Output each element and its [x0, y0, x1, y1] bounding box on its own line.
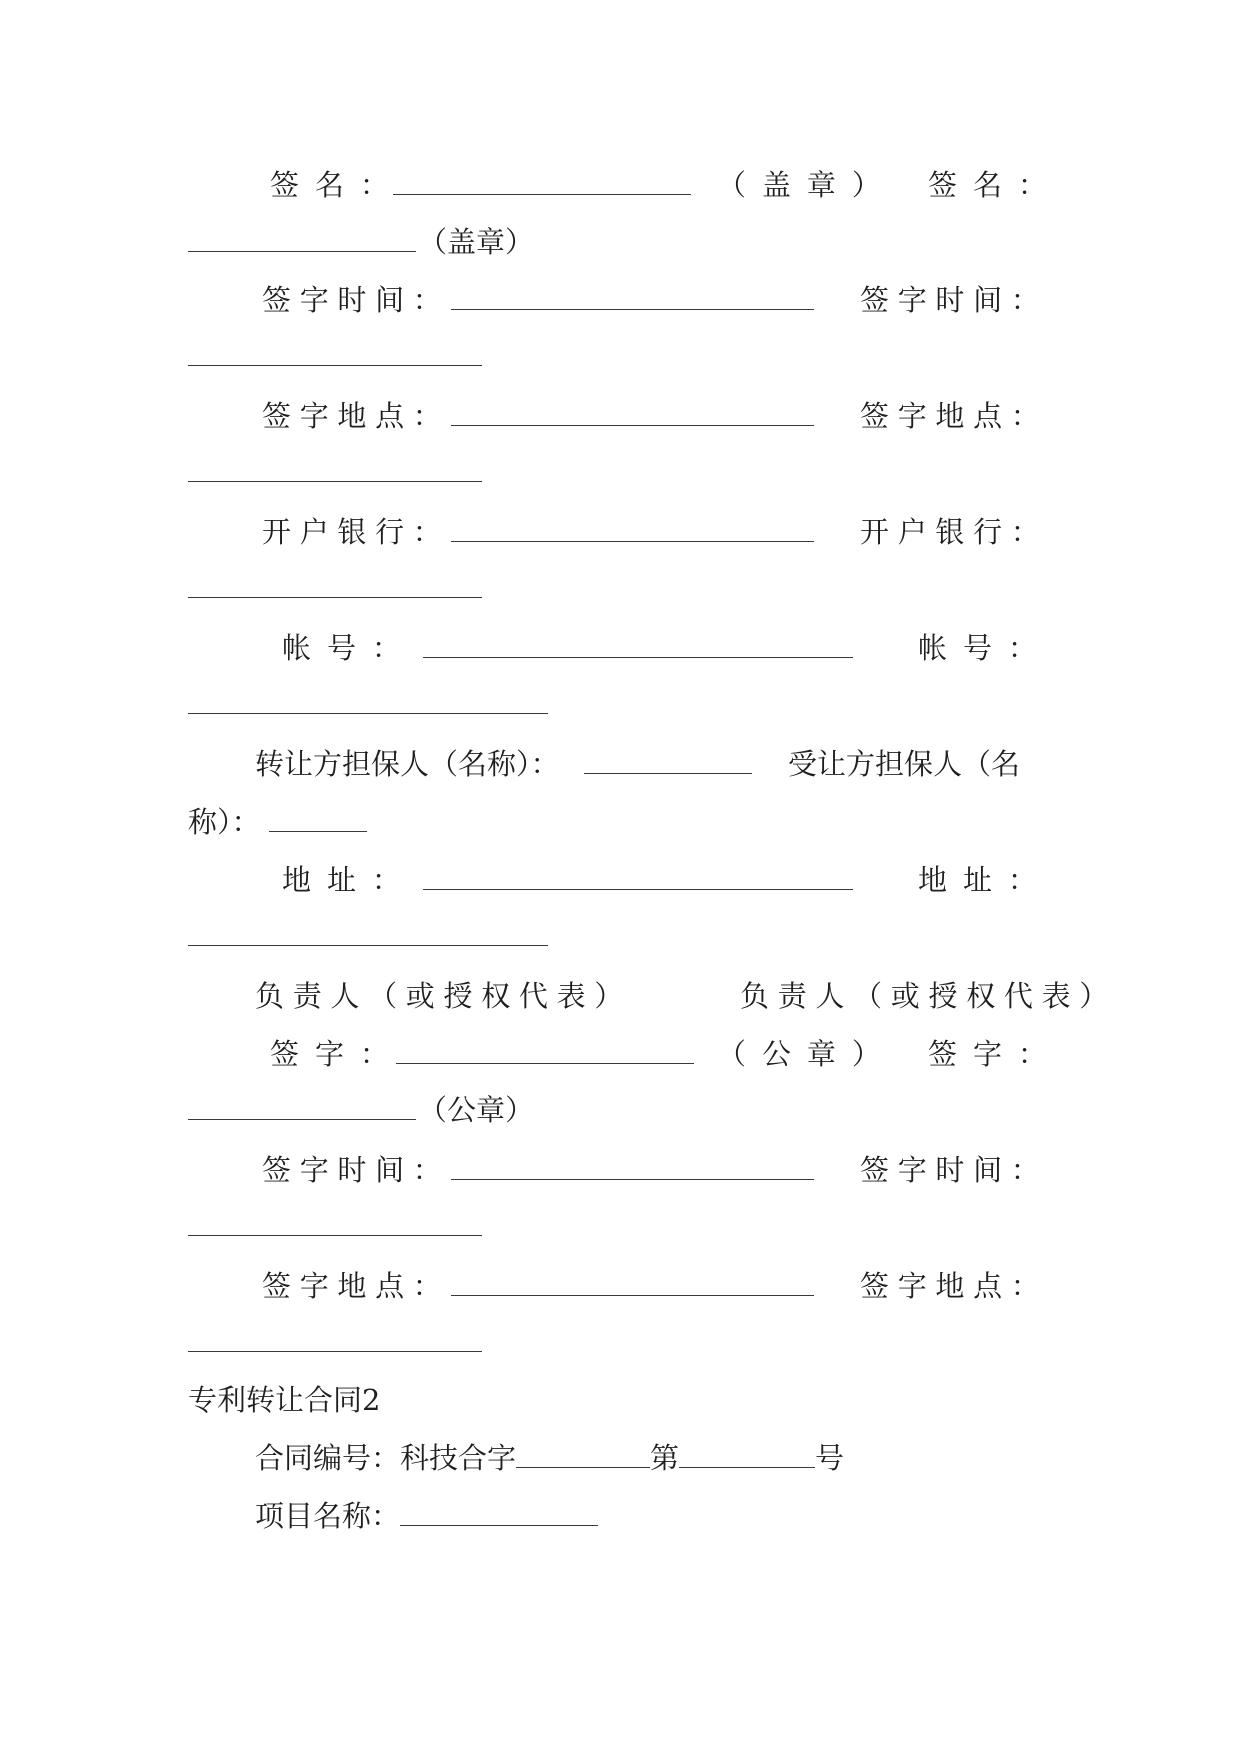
signature-label-a: 签名：: [270, 168, 405, 202]
official-seal-label-a: （公章）: [717, 1037, 897, 1071]
bank-label-b: 开户银行：: [860, 515, 1049, 549]
transfer-guarantor-field[interactable]: [584, 745, 752, 774]
signature2-label-a: 签字：: [270, 1037, 405, 1071]
responsible-label-a: 负责人（或授权代表）: [255, 979, 633, 1013]
sign-place-field-a[interactable]: [451, 397, 814, 426]
signature-label-b: 签名：: [928, 168, 1063, 202]
sign-time-label-b: 签字时间：: [860, 283, 1049, 317]
sign-time2-field-b[interactable]: [188, 1207, 482, 1236]
contract-number-mid: 第: [650, 1441, 680, 1475]
transfer-guarantor-label: 转让方担保人（名称）：: [255, 747, 560, 781]
sign-place2-field-b[interactable]: [188, 1323, 482, 1352]
sign-place-label-b: 签字地点：: [860, 399, 1049, 433]
contract-number-end: 号: [815, 1441, 845, 1475]
bank-label-a: 开户银行：: [262, 515, 451, 549]
sign-time-field-b[interactable]: [188, 337, 482, 366]
receive-guarantor-field[interactable]: [269, 803, 367, 832]
project-name-label: 项目名称：: [255, 1499, 401, 1533]
receive-guarantor-label-cont: 称）：: [188, 805, 261, 839]
seal-label-a: （盖章）: [717, 168, 897, 202]
sign-time2-field-a[interactable]: [451, 1151, 814, 1180]
address-label-b: 地址：: [918, 863, 1053, 897]
signature-field-a[interactable]: [393, 166, 691, 195]
sign-time2-label-a: 签字时间：: [262, 1153, 451, 1187]
address-field-a[interactable]: [423, 861, 853, 890]
seal-label-b: （盖章）: [418, 225, 535, 259]
signature2-label-b: 签字：: [928, 1037, 1063, 1071]
official-seal-label-b: （公章）: [418, 1093, 535, 1127]
sign-time-label-a: 签字时间：: [262, 283, 451, 317]
contract-number-field-1[interactable]: [516, 1439, 650, 1468]
bank-field-b[interactable]: [188, 569, 482, 598]
address-label-a: 地址：: [282, 863, 417, 897]
account-field-b[interactable]: [188, 685, 548, 714]
account-label-a: 帐号：: [282, 631, 417, 665]
contract2-title: 专利转让合同2: [188, 1383, 381, 1417]
contract-number-label: 合同编号：科技合字: [255, 1441, 517, 1475]
signature2-field-a[interactable]: [396, 1035, 694, 1064]
sign-place2-label-a: 签字地点：: [262, 1269, 451, 1303]
account-field-a[interactable]: [423, 629, 853, 658]
sign-place-field-b[interactable]: [188, 453, 482, 482]
sign-place-label-a: 签字地点：: [262, 399, 451, 433]
project-name-field[interactable]: [400, 1497, 598, 1526]
signature-field-b[interactable]: [188, 223, 416, 252]
contract-number-field-2[interactable]: [679, 1439, 815, 1468]
sign-time2-label-b: 签字时间：: [860, 1153, 1049, 1187]
account-label-b: 帐号：: [918, 631, 1053, 665]
sign-place2-label-b: 签字地点：: [860, 1269, 1049, 1303]
sign-place2-field-a[interactable]: [451, 1267, 814, 1296]
signature2-field-b[interactable]: [188, 1091, 416, 1120]
bank-field-a[interactable]: [451, 513, 814, 542]
address-field-b[interactable]: [188, 917, 548, 946]
sign-time-field-a[interactable]: [451, 281, 814, 310]
receive-guarantor-label: 受让方担保人（名: [788, 747, 1021, 781]
responsible-label-b: 负责人（或授权代表）: [740, 979, 1118, 1013]
